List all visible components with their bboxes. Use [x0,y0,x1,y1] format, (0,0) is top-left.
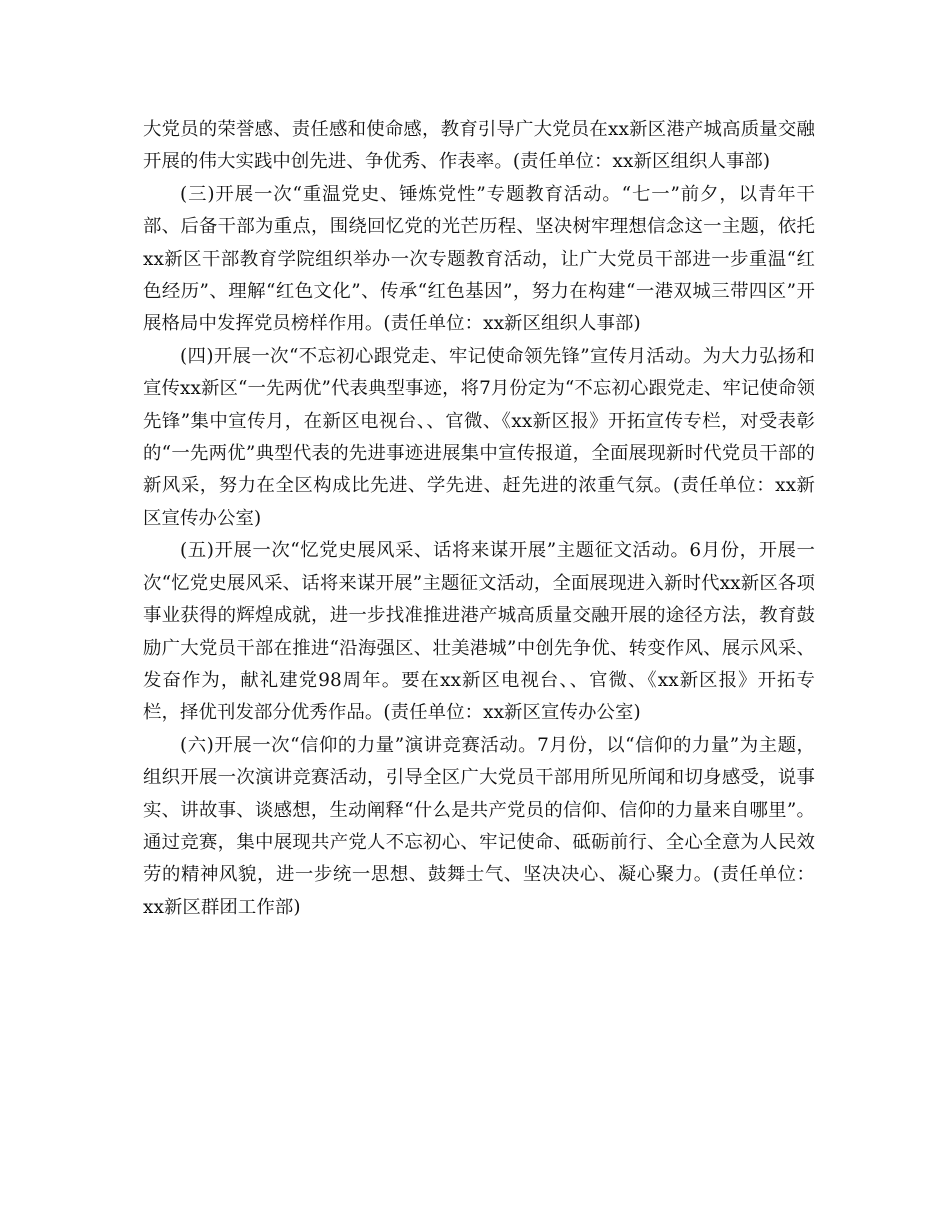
paragraph-item-6: (六)开展一次“信仰的力量”演讲竞赛活动。7月份，以“信仰的力量”为主题，组织开展一次演讲竞赛活动，引导全区广大党员干部用所见所闻和切身感受，说事实、讲故事、谈感想，生动阐释“什么是共产党员的信仰、信仰的力量来自哪里”。通过竞赛，集中展现共产党人不忘初心、牢记使命、砥砺前行、全心全意为人民效劳的精神风貌，进一步统一思想、鼓舞士气、坚决决心、凝心聚力。(责任单位：xx新区群团工作部) [143,734,815,918]
paragraph-item-4: (四)开展一次“不忘初心跟党走、牢记使命领先锋”宣传月活动。为大力弘扬和宣传xx新区“一先两优”代表典型事迹，将7月份定为“不忘初心跟党走、牢记使命领先锋”集中宣传月，在新区电视台、、官微、《xx新区报》开拓宣传专栏，对受表彰的“一先两优”典型代表的先进事迹进展集中宣传报道，全面展现新时代党员干部的新风采，努力在全区构成比先进、学先进、赶先进的浓重气氛。(责任单位：xx新区宣传办公室) [143,345,815,529]
document-body [143,114,815,924]
paragraph-continuation: 大党员的荣誉感、责任感和使命感，教育引导广大党员在xx新区港产城高质量交融开展的伟大实践中创先进、争优秀、作表率。(责任单位：xx新区组织人事部) [143,119,815,173]
paragraph-item-5: (五)开展一次“忆党史展风采、话将来谋开展”主题征文活动。6月份，开展一次“忆党史展风采、话将来谋开展”主题征文活动，全面展现进入新时代xx新区各项事业获得的辉煌成就，进一步找准推进港产城高质量交融开展的途径方法，教育鼓励广大党员干部在推进“沿海强区、壮美港城”中创先争优、转变作风、展示风采、发奋作为，献礼建党98周年。要在xx新区电视台、、官微、《xx新区报》开拓专栏，择优刊发部分优秀作品。(责任单位：xx新区宣传办公室) [143,540,815,724]
paragraph-item-3: (三)开展一次“重温党史、锤炼党性”专题教育活动。“七一”前夕，以青年干部、后备干部为重点，围绕回忆党的光芒历程、坚决树牢理想信念这一主题，依托xx新区干部教育学院组织举办一次专题教育活动，让广大党员干部进一步重温“红色经历”、理解“红色文化”、传承“红色基因”，努力在构建“一港双城三带四区”开展格局中发挥党员榜样作用。(责任单位：xx新区组织人事部) [143,183,815,335]
